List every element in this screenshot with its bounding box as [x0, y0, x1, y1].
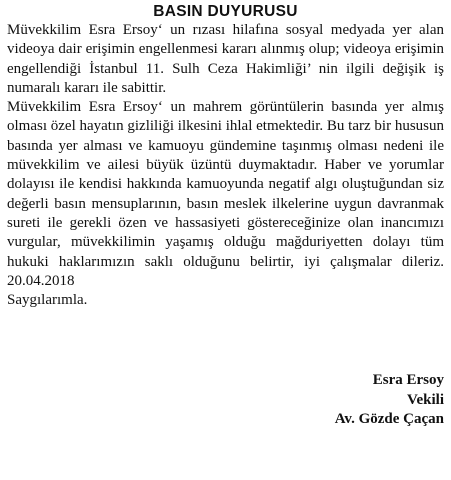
document-title: BASIN DUYURUSU [153, 3, 298, 20]
paragraph-1: Müvekkilim Esra Ersoy‘ un rızası hilafına sosyal medyada yer alan videoya dair erişimin engellenmesi kararı alınmış olup; videoya erişimin engellendiği İstanbul 11. Sulh Ceza Hakimliği’ nin ilgili değişik iş numaralı kararı ile sabittir. [7, 22, 444, 96]
signature-lawyer: Av. Gözde Çaçan [334, 411, 444, 427]
signature-block [335, 371, 444, 430]
signature-role: Vekili [407, 391, 444, 408]
closing-line: Saygılarımla. [7, 292, 88, 309]
press-release [7, 3, 444, 310]
signature-name: Esra Ersoy [372, 372, 444, 388]
paragraph-2: Müvekkilim Esra Ersoy‘ un mahrem görüntülerin basında yer almış olması özel hayatın gizliliği ilkesini ihlal etmektedir. Bu tarz bir hususun basında yer alması ve kamuoyu gündemine taşınmış olması nedeni ile müvekkilim ve ailesi büyük üzüntü duymaktadır. Haber ve yorumlar dolayısı ile kendisi hakkında kamuoyunda negatif algı oluştuğundan siz değerli basın mensuplarının, basın meslek ilkelerine uygun davranmak sureti ile gerekli özen ve hassasiyeti göstereceğinize olan inancımızı vurgular, müvekkilimin yaşamış olduğu mağduriyetten dolayı tüm hukuki haklarımızın saklı olduğunu belirtir, iyi çalışmalar dileriz. 20.04.2018 [7, 99, 444, 289]
